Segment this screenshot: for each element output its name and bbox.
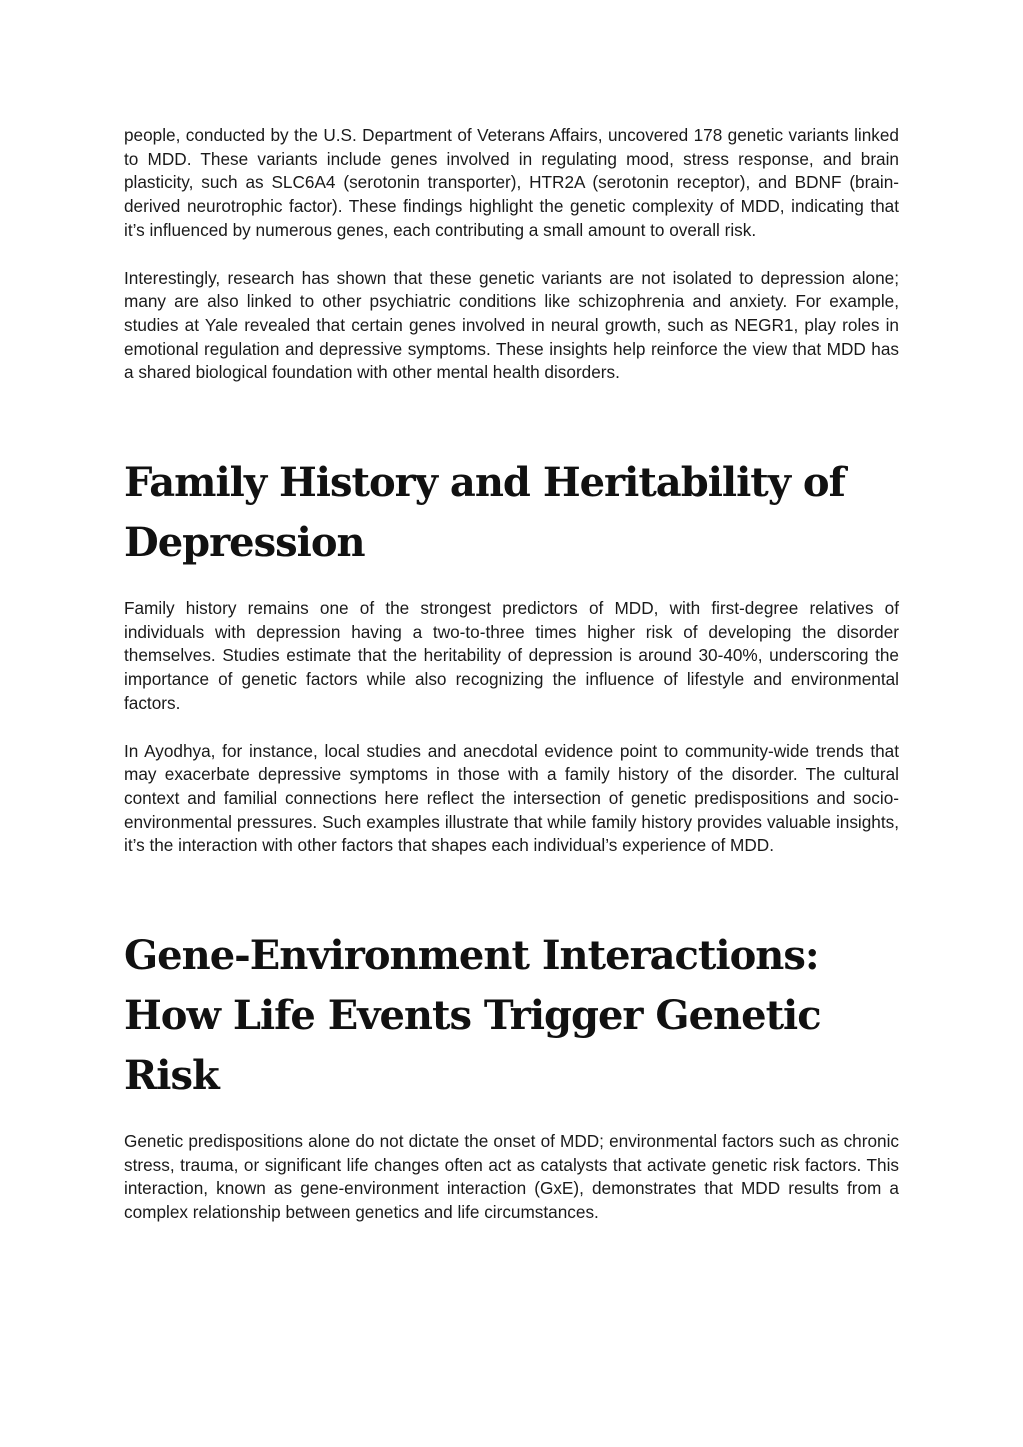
- gxe-paragraph-1: Genetic predispositions alone do not dictate the onset of MDD; environmental factors such as chronic stress, trauma, or significant life changes often act as catalysts that activate genetic risk factors. This interaction, known as gene-environment interaction (GxE), demonstrates that MDD results from a complex relationship between genetics and life circumstances.: [124, 1131, 899, 1223]
- gene-environment-heading: Gene-Environment Interactions: How Life Events Trigger Genetic Risk: [124, 932, 821, 1100]
- intro-paragraph-2: Interestingly, research has shown that these genetic variants are not isolated to depression alone; many are also linked to other psychiatric conditions like schizophrenia and anxiety. For example, studies at Yale revealed that certain genes involved in neural growth, such as NEGR1, play roles in emotional regulation and depressive symptoms. These insights help reinforce the view that MDD has a shared biological foundation with other mental health disorders.: [124, 267, 899, 383]
- intro-paragraph-1: people, conducted by the U.S. Department of Veterans Affairs, uncovered 178 genetic variants linked to MDD. These variants include genes involved in regulating mood, stress response, and brain plasticity, such as SLC6A4 (serotonin transporter), HTR2A (serotonin receptor), and BDNF (brain-derived neurotrophic factor). These findings highlight the genetic complexity of MDD, indicating that it’s influenced by numerous genes, each contributing a small amount to overall risk.: [124, 125, 899, 240]
- document-page: [124, 124, 899, 1225]
- family-paragraph-2: In Ayodhya, for instance, local studies and anecdotal evidence point to community-wide trends that may exacerbate depressive symptoms in those with a family history of the disorder. The cultural context and familial connections here reflect the intersection of genetic predispositions and socio-environmental pressures. Such examples illustrate that while family history provides valuable insights, it’s the interaction with other factors that shapes each individual’s experience of MDD.: [124, 740, 899, 856]
- family-history-heading: Family History and Heritability of Depression: [124, 459, 845, 567]
- family-paragraph-1: Family history remains one of the strongest predictors of MDD, with first-degree relatives of individuals with depression having a two-to-three times higher risk of developing the disorder themselves. Studies estimate that the heritability of depression is around 30-40%, underscoring the importance of genetic factors while also recognizing the influence of lifestyle and environmental factors.: [124, 598, 899, 713]
